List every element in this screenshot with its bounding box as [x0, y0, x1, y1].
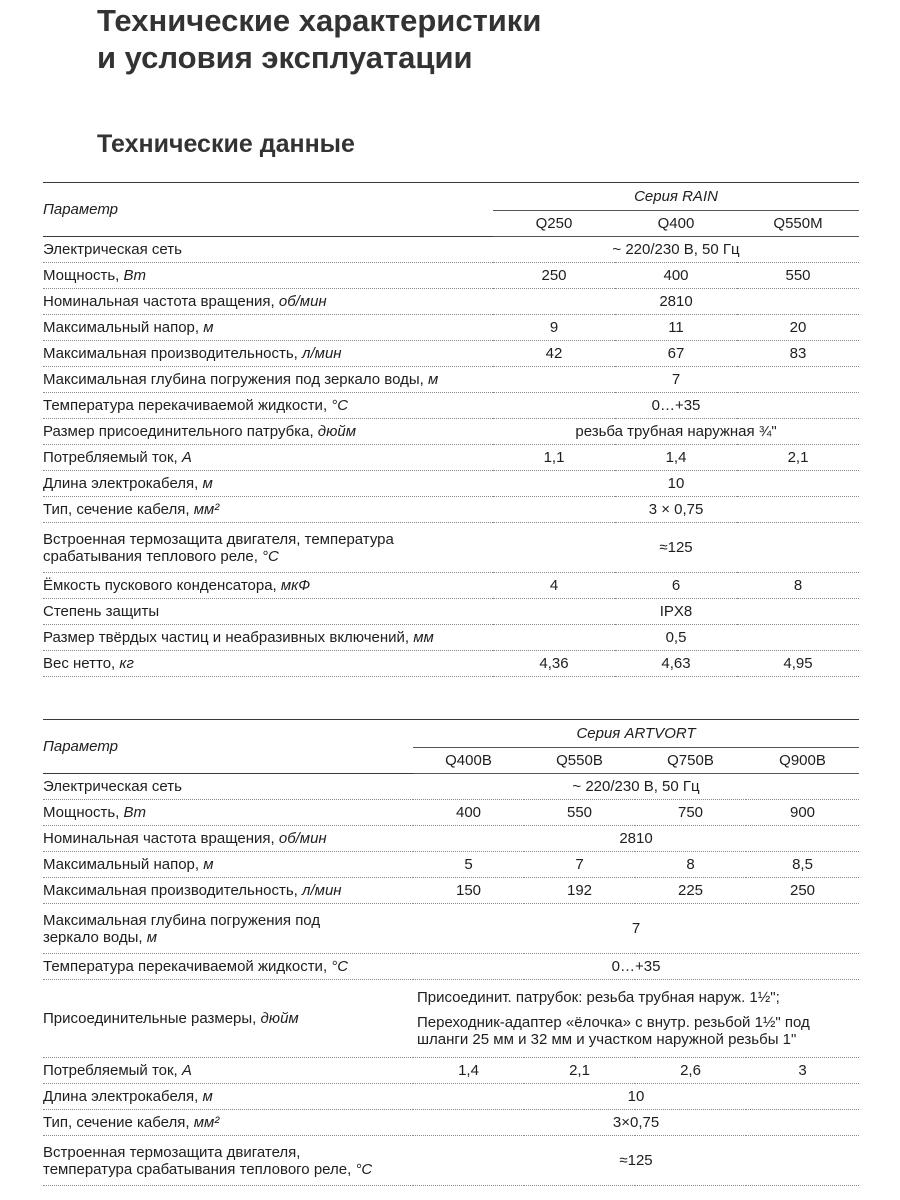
row-label: Электрическая сеть: [43, 774, 413, 800]
row-value: 3×0,75: [413, 1110, 859, 1136]
row-value: 5: [413, 852, 524, 878]
row-label: Номинальная частота вращения, об/мин: [43, 826, 413, 852]
row-label: Мощность, Вт: [43, 800, 413, 826]
row-value: 250: [493, 263, 615, 289]
row-value: 6: [615, 573, 737, 599]
row-label: Максимальная производительность, л/мин: [43, 878, 413, 904]
table-row: [43, 315, 859, 341]
table-row: [43, 625, 859, 651]
model-header: Q900B: [746, 748, 859, 774]
table-row: [43, 341, 859, 367]
connect-line-3: шланги 25 мм и 32 мм и участком наружной резьбы 1": [417, 1031, 797, 1048]
table-row: [43, 774, 859, 800]
model-header: Q400: [615, 211, 737, 237]
row-value: 250: [746, 878, 859, 904]
row-value: 900: [746, 800, 859, 826]
row-label: Вес нетто, кг: [43, 651, 493, 677]
row-label: Номинальная частота вращения, об/мин: [43, 289, 493, 315]
rain-spec-table: [43, 182, 859, 677]
row-value: 11: [615, 315, 737, 341]
row-value: 2,1: [524, 1058, 635, 1084]
row-label: Температура перекачиваемой жидкости, °С: [43, 393, 493, 419]
table-row: [43, 393, 859, 419]
table-row: [43, 904, 859, 954]
row-value: 8: [737, 573, 859, 599]
row-label: Мощность, Вт: [43, 263, 493, 289]
table-row: [43, 826, 859, 852]
row-value: 83: [737, 341, 859, 367]
row-value: резьба трубная наружная ¾": [493, 419, 859, 445]
row-value: 550: [524, 800, 635, 826]
row-value: 8,5: [746, 852, 859, 878]
table-row: [43, 573, 859, 599]
row-label: Степень защиты: [43, 599, 493, 625]
param-header: Параметр: [43, 720, 413, 774]
row-value: 10: [413, 1084, 859, 1110]
row-value: ≈125: [413, 1136, 859, 1186]
row-value: 1,4: [413, 1058, 524, 1084]
row-value: 9: [493, 315, 615, 341]
table-row: [43, 1058, 859, 1084]
connect-line-1: Присоединит. патрубок: резьба трубная наруж. 1½";: [417, 989, 780, 1006]
row-label: Температура перекачиваемой жидкости, °С: [43, 954, 413, 980]
connect-line-2: Переходник-адаптер «ёлочка» с внутр. резьбой 1½" под: [417, 1014, 810, 1031]
row-label: Размер твёрдых частиц и неабразивных включений, мм: [43, 625, 493, 651]
param-header: Параметр: [43, 183, 493, 237]
row-value: 4: [493, 573, 615, 599]
row-label: Электрическая сеть: [43, 237, 493, 263]
row-label: Ёмкость пускового конденсатора, мкФ: [43, 573, 493, 599]
table-row: [43, 1084, 859, 1110]
row-value: 225: [635, 878, 746, 904]
model-header: Q400B: [413, 748, 524, 774]
row-label: Потребляемый ток, А: [43, 445, 493, 471]
row-value: 10: [493, 471, 859, 497]
row-value: 20: [737, 315, 859, 341]
page-title-line-2: и условия эксплуатации: [97, 40, 473, 75]
row-value: 8: [635, 852, 746, 878]
row-value: 67: [615, 341, 737, 367]
row-value: ~ 220/230 В, 50 Гц: [493, 237, 859, 263]
model-header: Q550B: [524, 748, 635, 774]
series-header: Серия ARTVORT: [413, 720, 859, 748]
row-label: Потребляемый ток, А: [43, 1058, 413, 1084]
row-label: Тип, сечение кабеля, мм²: [43, 1110, 413, 1136]
row-value: 2810: [493, 289, 859, 315]
row-label: Встроенная термозащита двигателя, температура срабатывания теплового реле, °С: [43, 1136, 413, 1186]
row-value: 550: [737, 263, 859, 289]
row-value: 7: [493, 367, 859, 393]
row-label: Присоединительные размеры, дюйм: [43, 980, 413, 1058]
table-row: [43, 878, 859, 904]
table-row: [43, 471, 859, 497]
row-value: 4,63: [615, 651, 737, 677]
table-row: [43, 497, 859, 523]
table-row: [43, 954, 859, 980]
row-value: 7: [413, 904, 859, 954]
row-value: 400: [413, 800, 524, 826]
row-value: 150: [413, 878, 524, 904]
page-title: [97, 2, 541, 76]
row-label: Максимальная производительность, л/мин: [43, 341, 493, 367]
row-label: Максимальный напор, м: [43, 852, 413, 878]
table-row: [43, 800, 859, 826]
table-row: [43, 1136, 859, 1186]
row-value: 3 × 0,75: [493, 497, 859, 523]
row-value: IPX8: [493, 599, 859, 625]
table-row: [43, 1110, 859, 1136]
row-value: 1,4: [615, 445, 737, 471]
model-header: Q250: [493, 211, 615, 237]
row-label: Размер присоединительного патрубка, дюйм: [43, 419, 493, 445]
table-row: [43, 599, 859, 625]
table-row: [43, 852, 859, 878]
row-value: 1,1: [493, 445, 615, 471]
row-label: Максимальный напор, м: [43, 315, 493, 341]
row-label: Тип, сечение кабеля, мм²: [43, 497, 493, 523]
row-value: 7: [524, 852, 635, 878]
row-label: Длина электрокабеля, м: [43, 1084, 413, 1110]
row-value: 0,5: [493, 625, 859, 651]
row-value: 3: [746, 1058, 859, 1084]
row-value: 400: [615, 263, 737, 289]
table-row: [43, 523, 859, 573]
row-value: 2810: [413, 826, 859, 852]
table-row: [43, 263, 859, 289]
model-header: Q750B: [635, 748, 746, 774]
row-label: Максимальная глубина погружения под зеркало воды, м: [43, 367, 493, 393]
row-value: ≈125: [493, 523, 859, 573]
row-value: 2,1: [737, 445, 859, 471]
row-value: 2,6: [635, 1058, 746, 1084]
row-value: 4,95: [737, 651, 859, 677]
row-value: 192: [524, 878, 635, 904]
table-row: [43, 289, 859, 315]
row-value: 42: [493, 341, 615, 367]
table-row: [43, 980, 859, 1058]
row-label: Встроенная термозащита двигателя, температура срабатывания теплового реле, °С: [43, 523, 493, 573]
row-label: Длина электрокабеля, м: [43, 471, 493, 497]
row-value: [413, 980, 859, 1058]
row-value: ~ 220/230 В, 50 Гц: [413, 774, 859, 800]
page-title-line-1: Технические характеристики: [97, 3, 542, 38]
series-header: Серия RAIN: [493, 183, 859, 211]
table-row: [43, 445, 859, 471]
table-row: [43, 237, 859, 263]
row-value: 0…+35: [413, 954, 859, 980]
model-header: Q550M: [737, 211, 859, 237]
table-row: [43, 367, 859, 393]
row-label: Максимальная глубина погружения под зеркало воды, м: [43, 904, 413, 954]
artvort-spec-table: [43, 719, 859, 1186]
row-value: 750: [635, 800, 746, 826]
table-row: [43, 651, 859, 677]
row-value: 4,36: [493, 651, 615, 677]
row-value: 0…+35: [493, 393, 859, 419]
table-row: [43, 419, 859, 445]
section-title: Технические данные: [97, 130, 355, 158]
